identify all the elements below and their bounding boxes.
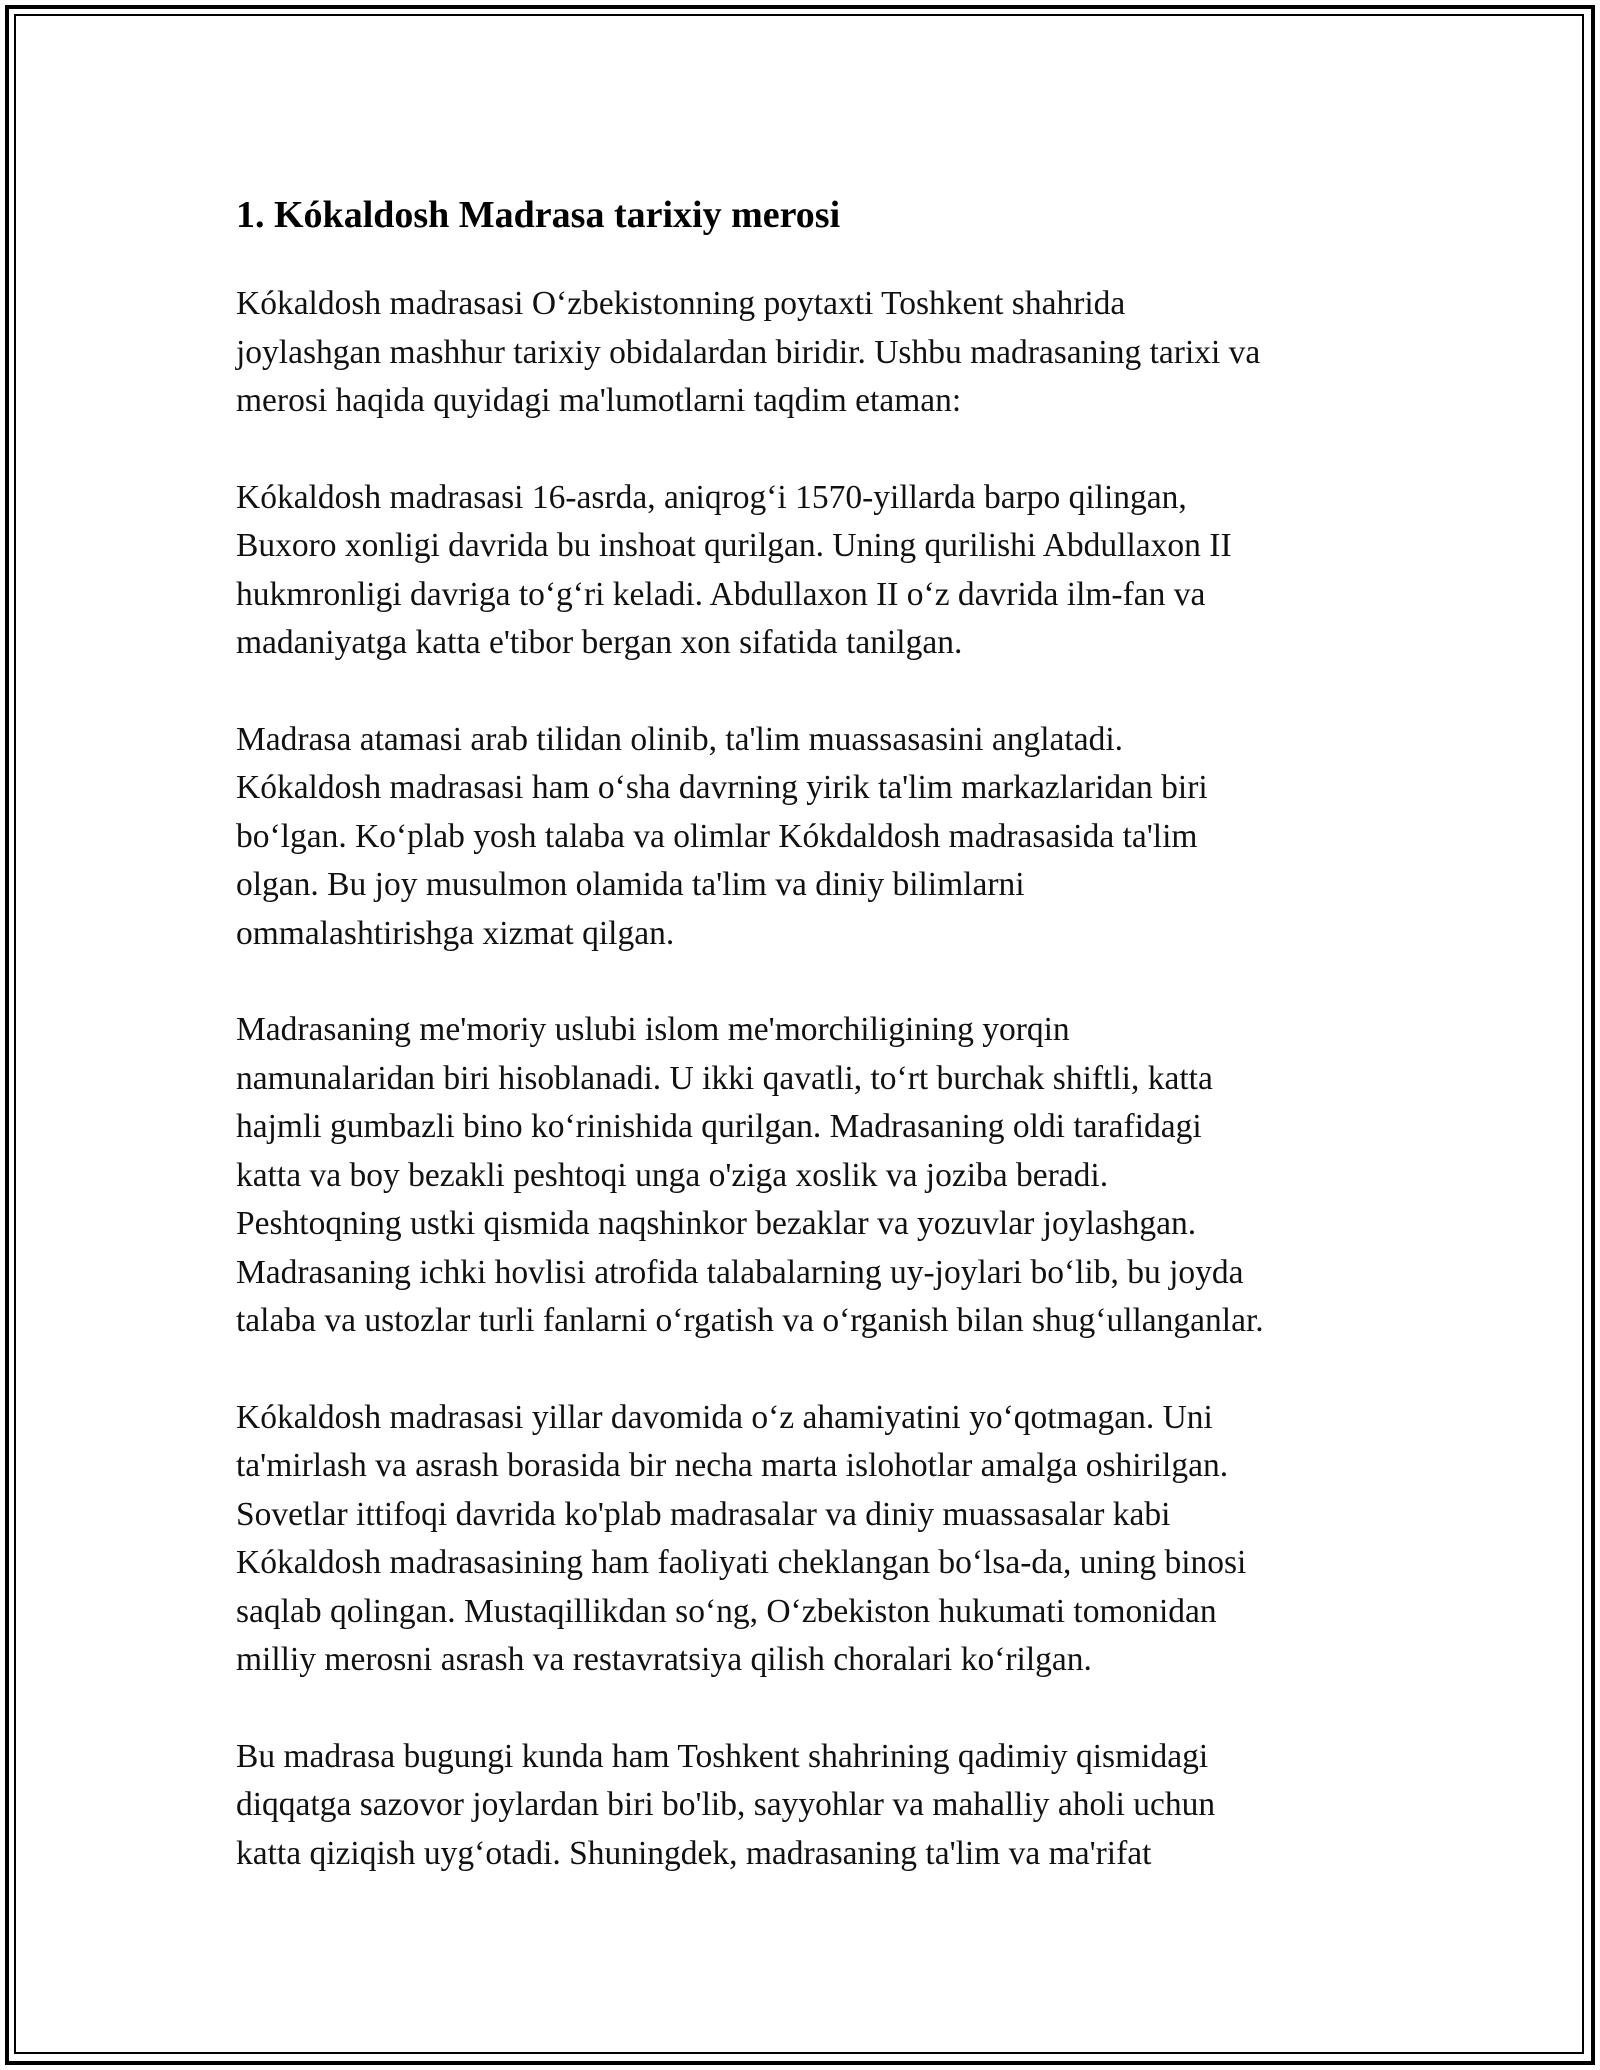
paragraph-education: Madrasa atamasi arab tilidan olinib, ta'lim muassasasini anglatadi. Kókaldosh madrasasi ham o‘sha davrning yirik ta'lim markazlaridan biri bo‘lgan. Ko‘plab yosh talaba va olimlar Kókdaldosh madrasasida ta'lim olgan. Bu joy musulmon olamida ta'lim va diniy bilimlarni ommalashtirishga xizmat qilgan. — [236, 720, 1208, 952]
section-heading: 1. Kókaldosh Madrasa tarixiy merosi — [236, 194, 841, 236]
paragraph-intro: Kókaldosh madrasasi O‘zbekistonning poytaxti Toshkent shahrida joylashgan mashhur tarixiy obidalardan biridir. Ushbu madrasaning tarixi va merosi haqida quyidagi ma'lumotlarni taqdim etaman: — [236, 285, 1261, 419]
document-page — [236, 186, 1376, 1878]
paragraph-today: Bu madrasa bugungi kunda ham Toshkent shahrining qadimiy qismidagi diqqatga sazovor joylardan biri bo'lib, sayyohlar va mahalliy aholi uchun katta qiziqish uyg‘otadi. Shuningdek, madrasaning ta'lim va ma'rifat — [236, 1737, 1216, 1872]
paragraph-preservation: Kókaldosh madrasasi yillar davomida o‘z ahamiyatini yo‘qotmagan. Uni ta'mirlash va asrash borasida bir necha marta islohotlar amalga oshirilgan. Sovetlar ittifoqi davrida ko'plab madrasalar va diniy muassasalar kabi Kókaldosh madrasasining ham faoliyati cheklangan bo‘lsa-da, uning binosi saqlab qolingan. Mustaqillikdan so‘ng, O‘zbekiston hukumati tomonidan milliy merosni asrash va restavratsiya qilish choralari ko‘rilgan. — [236, 1398, 1247, 1678]
paragraph-architecture: Madrasaning me'moriy uslubi islom me'morchiligining yorqin namunalaridan biri hisoblanadi. U ikki qavatli, to‘rt burchak shiftli, katta hajmli gumbazli bino ko‘rinishida qurilgan. Madrasaning oldi tarafidagi katta va boy bezakli peshtoqi unga o'ziga xoslik va joziba beradi. Peshtoqning ustki qismida naqshinkor bezaklar va yozuvlar joylashgan. Madrasaning ichki hovlisi atrofida talabalarning uy-joylari bo‘lib, bu joyda talaba va ustozlar turli fanlarni o‘rgatish va o‘rganish bilan shug‘ullanganlar. — [236, 1011, 1264, 1339]
paragraph-history: Kókaldosh madrasasi 16-asrda, aniqrog‘i 1570-yillarda barpo qilingan, Buxoro xonligi davrida bu inshoat qurilgan. Uning qurilishi Abdullaxon II hukmronligi davriga to‘g‘ri keladi. Abdullaxon II o‘z davrida ilm-fan va madaniyatga katta e'tibor bergan xon sifatida tanilgan. — [236, 478, 1232, 661]
